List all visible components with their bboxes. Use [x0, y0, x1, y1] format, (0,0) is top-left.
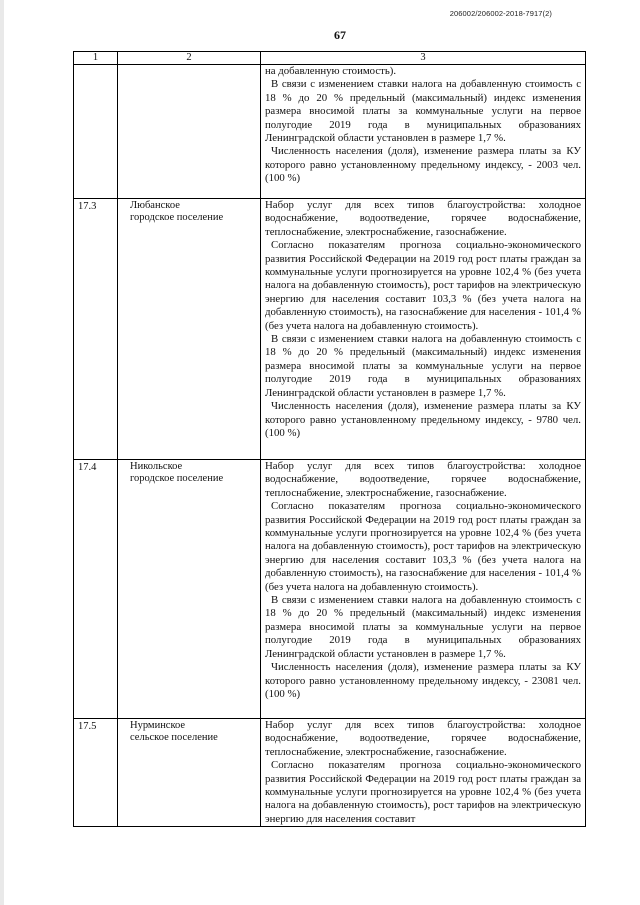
- paragraph: Согласно показателям прогноза социально-экономического развития Российской Федерации на 2019 год рост платы граждан за коммунальные услуги прогнозируется на уровне 102,4 % (без учета налога на добавленную стоимость), рост тарифов на электрическую энергию для населения составит 103,3 % (без учета налога на добавленную стоимость), на газоснабжение для населения - 101,4 % (без учета налога на добавленную стоимость).: [265, 239, 581, 332]
- settlement-cell: [118, 65, 261, 199]
- paragraph: Набор услуг для всех типов благоустройства: холодное водоснабжение, водоотведение, горячее водоснабжение, теплоснабжение, электроснабжение, газоснабжение.: [265, 199, 581, 238]
- settlement-name-line: Нурминское: [130, 720, 186, 731]
- page-number: 67: [334, 28, 346, 42]
- paragraph: В связи с изменением ставки налога на добавленную стоимость с 18 % до 20 % предельный (максимальный) индекс изменения размера вносимой платы за коммунальные услуги на первое полугодие 2019 года в муниципальных образованиях Ленинградской области установлен в размере 1,7 %.: [265, 594, 581, 660]
- paragraph: Набор услуг для всех типов благоустройства: холодное водоснабжение, водоотведение, горячее водоснабжение, теплоснабжение, электроснабжение, газоснабжение.: [265, 460, 581, 499]
- settlement-name: [118, 719, 261, 827]
- paragraph: В связи с изменением ставки налога на добавленную стоимость с 18 % до 20 % предельный (максимальный) индекс изменения размера вносимой платы за коммунальные услуги на первое полугодие 2019 года в муниципальных образованиях Ленинградской области установлен в размере 1,7 %.: [265, 333, 581, 399]
- paragraph: на добавленную стоимость).: [265, 65, 397, 77]
- settlement-type-line: городское поселение: [130, 473, 224, 485]
- document-code: 206002/206002-2018-7917(2): [449, 9, 552, 18]
- settlement-name-line: Любанское: [130, 200, 180, 211]
- settlement-name: [118, 460, 261, 719]
- table-row: [74, 719, 586, 827]
- row-number: 17.4: [74, 460, 118, 719]
- scan-edge-shadow: [0, 0, 4, 905]
- paragraph: Согласно показателям прогноза социально-экономического развития Российской Федерации на 2019 год рост платы граждан за коммунальные услуги прогнозируется на уровне 102,4 % (без учета налога на добавленную стоимость), рост тарифов на электрическую энергию для населения составит: [265, 759, 581, 825]
- paragraph: Численность населения (доля), изменение размера платы за КУ которого равно установленному предельному индексу, - 9780 чел. (100 %): [265, 400, 581, 439]
- row-number-cell: [74, 65, 118, 199]
- settlement-type-line: городское поселение: [130, 212, 224, 224]
- tariff-table: [73, 51, 586, 827]
- table-row-continuation: [74, 65, 586, 199]
- table-header-row: [74, 52, 586, 65]
- settlement-name: [118, 199, 261, 460]
- paragraph: Численность населения (доля), изменение размера платы за КУ которого равно установленному предельному индексу, - 2003 чел. (100 %): [265, 145, 581, 185]
- paragraph: Согласно показателям прогноза социально-экономического развития Российской Федерации на 2019 год рост платы граждан за коммунальные услуги прогнозируется на уровне 102,4 % (без учета налога на добавленную стоимость), рост тарифов на электрическую энергию для населения составит 103,3 % (без учета налога на добавленную стоимость), на газоснабжение для населения - 101,4 % (без учета налога на добавленную стоимость).: [265, 500, 581, 593]
- column-header-1: 1: [74, 52, 118, 65]
- paragraph: Набор услуг для всех типов благоустройства: холодное водоснабжение, водоотведение, горячее водоснабжение, теплоснабжение, электроснабжение, газоснабжение.: [265, 719, 581, 758]
- content-cell: [261, 199, 586, 460]
- settlement-type-line: сельское поселение: [130, 732, 218, 744]
- content-cell: [261, 719, 586, 827]
- row-number: 17.5: [74, 719, 118, 827]
- column-header-2: 2: [118, 52, 261, 65]
- settlement-name-line: Никольское: [130, 461, 183, 472]
- content-cell: [261, 460, 586, 719]
- paragraph: В связи с изменением ставки налога на добавленную стоимость с 18 % до 20 % предельный (максимальный) индекс изменения размера вносимой платы за коммунальные услуги на первое полугодие 2019 года в муниципальных образованиях Ленинградской области установлен в размере 1,7 %.: [265, 78, 581, 145]
- table-row: [74, 460, 586, 719]
- paragraph: Численность населения (доля), изменение размера платы за КУ которого равно установленному предельному индексу, - 23081 чел. (100 %): [265, 661, 581, 700]
- row-number: 17.3: [74, 199, 118, 460]
- table-row: [74, 199, 586, 460]
- content-cell: [261, 65, 586, 199]
- column-header-3: 3: [261, 52, 586, 65]
